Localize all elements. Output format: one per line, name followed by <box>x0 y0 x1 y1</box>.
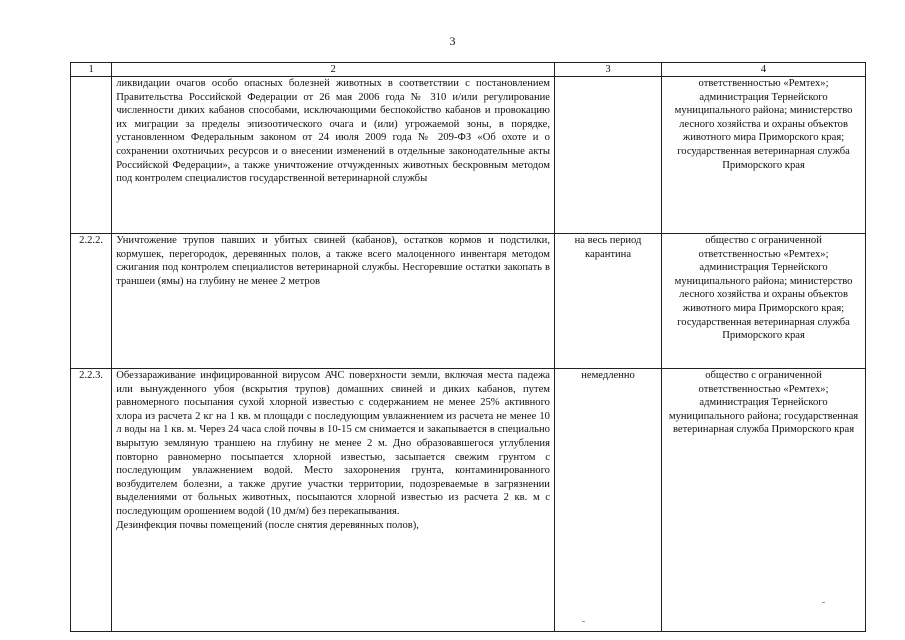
row-description <box>112 77 555 234</box>
header-col-3: 3 <box>554 63 661 77</box>
row-term: на весь период карантина <box>554 234 661 369</box>
responsible-text: общество с ограниченной ответственностью «Ремтех»; администрация Тернейского муниципального района; министерство лесного хозяйства и охраны объектов животного мира Приморского края; государственная ветеринарная служба Приморского края <box>674 235 853 342</box>
scan-speck <box>822 602 825 603</box>
row-responsible <box>662 369 866 632</box>
row-description <box>112 369 555 632</box>
row-number <box>71 77 112 234</box>
row-description <box>112 234 555 369</box>
table-row <box>71 369 866 632</box>
row-number: 2.2.2. <box>71 234 112 369</box>
description-paragraph: ликвидации очагов особо опасных болезней животных в соответствии с постановлением Правительства Российской Федерации от 26 мая 2006 года № 310 и/или регулирование численности диких кабанов способами, исключающими беспокойство кабанов и провокацию их миграции за пределы эпизоотического очага и (или) угрожаемой зоны, в порядке, установленном Федеральным законом от 24 июля 2009 года № 209-ФЗ «Об охоте и о сохранении охотничьих ресурсов и о внесении изменений в отдельные законодательные акты Российской Федерации», а также уничтожение отчужденных животных бескровным методом под контролем специалистов государственной ветеринарной службы <box>116 78 550 185</box>
description-paragraph: Уничтожение трупов павших и убитых свиней (кабанов), остатков кормов и подстилки, кормушек, перегородок, деревянных полов, а также всего малоценного инвентаря методом сжигания под контролем специалистов ветеринарной службы. Несгоревшие остатки закопать в траншеи (ямы) на глубину не менее 2 метров <box>116 235 550 287</box>
row-term <box>554 77 661 234</box>
header-col-2: 2 <box>112 63 555 77</box>
responsible-text: ответственностью «Ремтех»; администрация Тернейского муниципального района; министерство лесного хозяйства и охраны объектов животного мира Приморского края; государственная ветеринарная служба Приморского края <box>674 78 853 171</box>
row-term: немедленно <box>554 369 661 632</box>
responsible-text: общество с ограниченной ответственностью «Ремтех»; администрация Тернейского муниципального района; государственная ветеринарная служба Приморского края <box>668 370 859 436</box>
description-paragraph: Дезинфекция почвы помещений (после снятия деревянных полов), <box>116 519 419 531</box>
row-number: 2.2.3. <box>71 369 112 632</box>
page-number: 3 <box>449 34 456 48</box>
scan-speck <box>582 621 585 622</box>
row-responsible <box>662 77 866 234</box>
row-responsible <box>662 234 866 369</box>
header-col-4: 4 <box>662 63 866 77</box>
table-row <box>71 77 866 234</box>
header-row <box>71 63 866 77</box>
description-paragraph: Обеззараживание инфицированной вирусом АЧС поверхности земли, включая места падежа или вынужденного убоя (вскрытия трупов) домашних свиней и диких кабанов, путем равномерного посыпания сухой хлорной известью с содержанием не менее 25% активного хлора из расчета 2 кг на 1 кв. м площади с последующим увлажнением из расчета не менее 10 л воды на 1 кв. м. Через 24 часа слой почвы в 10-15 см снимается и закапывается в специально вырытую земляную траншею на глубину не менее 2 м. Дно образовавшегося углубления повторно равномерно посыпается хлорной известью, засыпается свежим грунтом с последующим увлажнением водой. Место захоронения грунта, контаминированного возбудителем болезни, а также другие участки территории, подозреваемые в загрязнении выделениями от больных животных, посыпаются хлорной известью из расчета 2 кв. м с последующим орошением водой (10 дм/м) без перекапывания. <box>116 370 550 517</box>
measures-table <box>70 62 866 632</box>
header-col-1: 1 <box>71 63 112 77</box>
table-row <box>71 234 866 369</box>
